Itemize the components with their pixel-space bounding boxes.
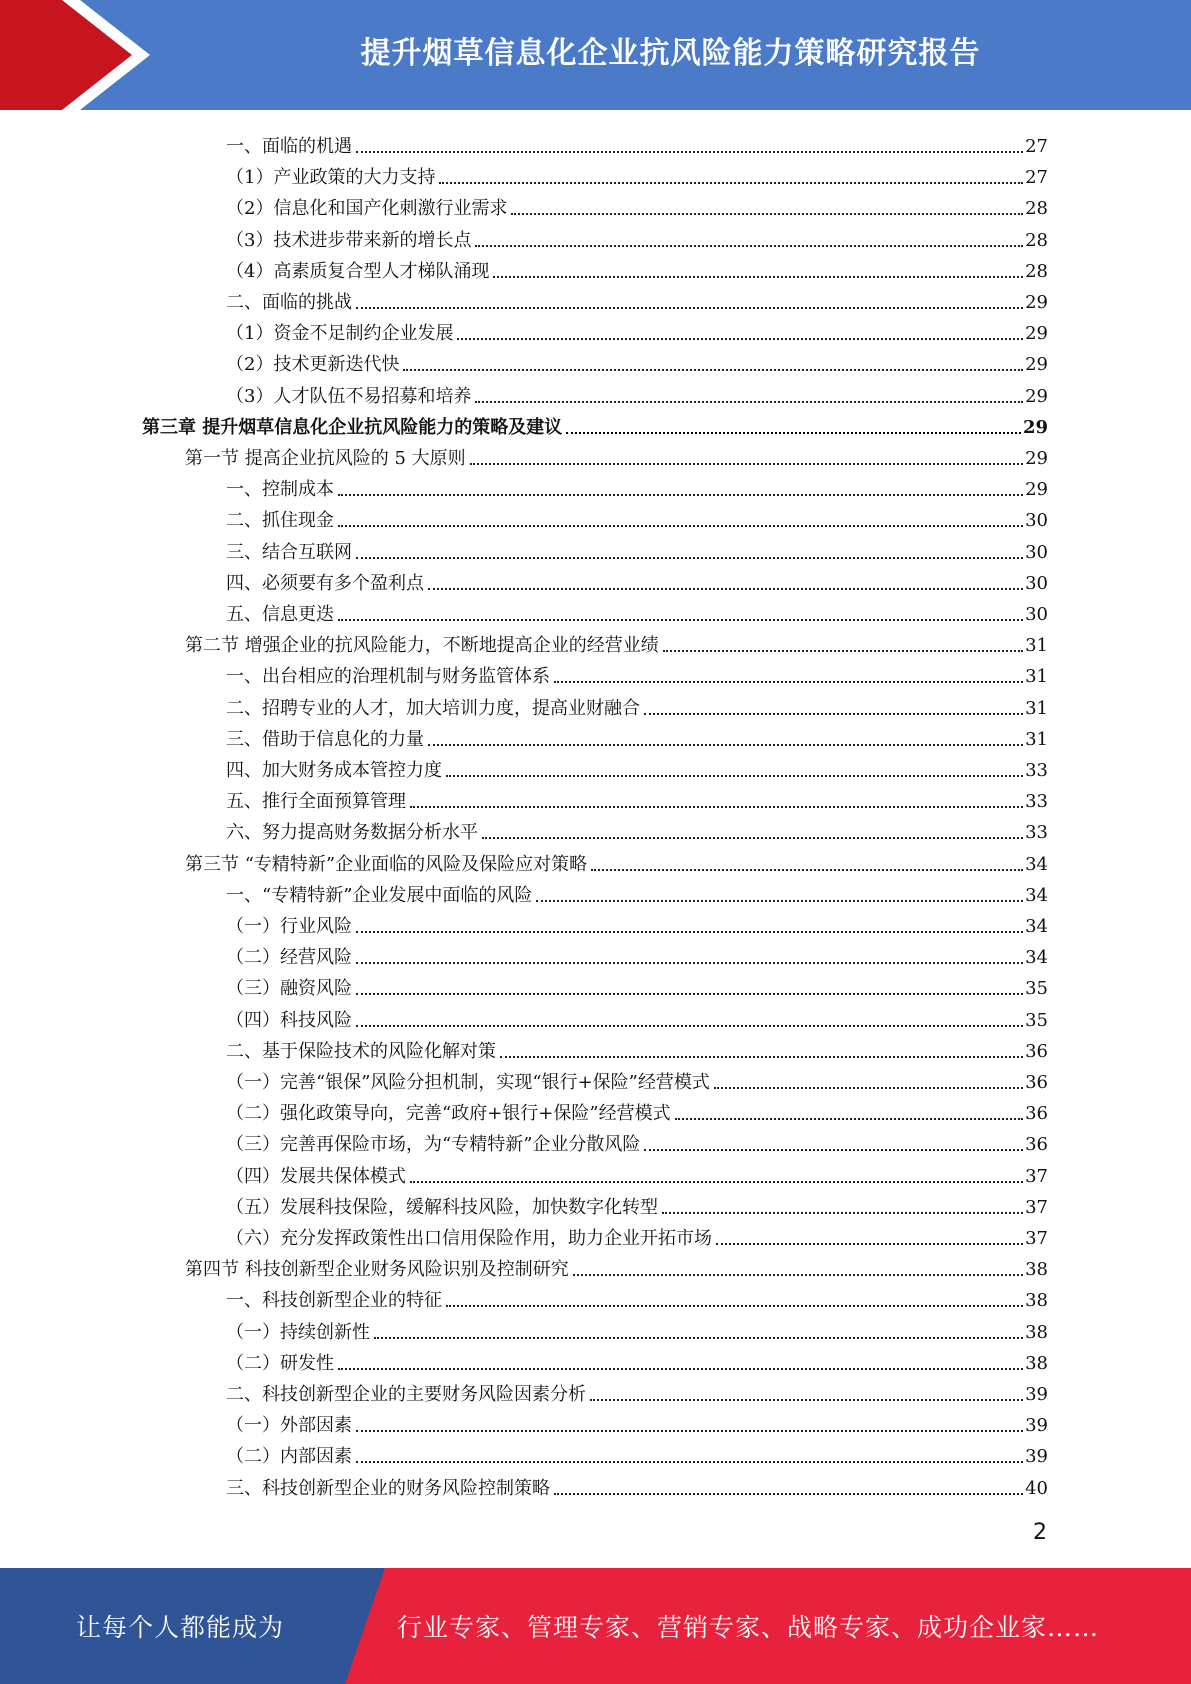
- toc-entry[interactable]: [226, 970, 1048, 1001]
- toc-dot-leader: [374, 1337, 1023, 1339]
- toc-entry-page: 39: [1025, 1415, 1048, 1437]
- toc-entry[interactable]: [226, 1189, 1048, 1220]
- toc-entry[interactable]: [226, 690, 1048, 721]
- toc-entry[interactable]: [185, 846, 1048, 877]
- toc-entry-page: 28: [1025, 229, 1048, 251]
- toc-dot-leader: [356, 557, 1023, 559]
- toc-entry[interactable]: [226, 1002, 1048, 1033]
- toc-entry-page: 31: [1025, 666, 1048, 688]
- toc-entry-label: 二、科技创新型企业的主要财务风险因素分析: [226, 1384, 586, 1405]
- toc-dot-leader: [554, 681, 1023, 683]
- toc-entry[interactable]: [226, 721, 1048, 752]
- toc-dot-leader: [554, 1493, 1023, 1495]
- toc-entry[interactable]: [226, 752, 1048, 783]
- toc-entry[interactable]: [226, 814, 1048, 845]
- toc-entry-label: （2）信息化和国产化刺激行业需求: [226, 198, 508, 220]
- toc-entry-page: 31: [1025, 635, 1048, 657]
- toc-entry-page: 37: [1025, 1196, 1048, 1218]
- toc-dot-leader: [356, 307, 1023, 309]
- toc-entry-page: 30: [1025, 604, 1048, 625]
- toc-dot-leader: [428, 588, 1023, 590]
- toc-entry[interactable]: [226, 1158, 1048, 1189]
- toc-dot-leader: [338, 525, 1023, 527]
- toc-entry-label: （三）完善再保险市场，为“专精特新”企业分散风险: [226, 1134, 641, 1156]
- toc-entry-label: （4）高素质复合型人才梯队涌现: [226, 260, 490, 282]
- toc-entry-page: 37: [1025, 1228, 1048, 1249]
- toc-entry-page: 30: [1025, 572, 1048, 594]
- toc-dot-leader: [338, 1368, 1023, 1370]
- toc-entry-page: 30: [1025, 541, 1048, 563]
- toc-entry-label: （1）产业政策的大力支持: [226, 167, 436, 189]
- toc-entry-page: 38: [1025, 1290, 1048, 1312]
- toc-entry[interactable]: [226, 128, 1048, 159]
- toc-dot-leader: [475, 245, 1023, 247]
- toc-entry-label: 四、加大财务成本管控力度: [226, 760, 442, 781]
- toc-entry[interactable]: [226, 1126, 1048, 1157]
- toc-entry-label: （3）人才队伍不易招募和培养: [226, 385, 472, 407]
- toc-dot-leader: [356, 993, 1023, 995]
- toc-dot-leader: [428, 744, 1023, 746]
- toc-entry-page: 37: [1025, 1165, 1048, 1187]
- toc-entry-page: 36: [1025, 1040, 1048, 1062]
- toc-dot-leader: [662, 1212, 1023, 1214]
- toc-dot-leader: [536, 900, 1023, 902]
- toc-entry-label: 三、科技创新型企业的财务风险控制策略: [226, 1477, 550, 1499]
- toc-entry[interactable]: [226, 222, 1048, 253]
- toc-entry[interactable]: [226, 1033, 1048, 1064]
- toc-dot-leader: [590, 1399, 1023, 1401]
- toc-entry[interactable]: [226, 253, 1048, 284]
- toc-entry-label: 三、借助于信息化的力量: [226, 728, 424, 750]
- toc-dot-leader: [446, 775, 1023, 777]
- toc-dot-leader: [482, 837, 1023, 839]
- toc-entry-label: 二、招聘专业的人才，加大培训力度，提高业财融合: [226, 697, 640, 719]
- toc-entry-page: 29: [1022, 416, 1048, 438]
- toc-entry-label: 一、“专精特新”企业发展中面临的风险: [226, 884, 533, 906]
- toc-entry-label: （1）资金不足制约企业发展: [226, 323, 454, 345]
- toc-dot-leader: [457, 338, 1023, 340]
- toc-dot-leader: [644, 713, 1023, 715]
- toc-entry-label: （三）融资风险: [226, 978, 352, 1000]
- toc-entry-page: 33: [1025, 791, 1048, 813]
- page-number: 2: [1033, 1520, 1047, 1545]
- toc-entry-page: 30: [1025, 510, 1048, 532]
- toc-entry[interactable]: [226, 783, 1048, 814]
- toc-entry-page: 35: [1025, 978, 1048, 1000]
- toc-entry[interactable]: [142, 409, 1048, 440]
- toc-dot-leader: [356, 1025, 1023, 1027]
- toc-entry-page: 33: [1025, 822, 1048, 844]
- toc-entry[interactable]: [226, 908, 1048, 939]
- toc-entry-page: 34: [1025, 916, 1048, 937]
- toc-entry-page: 38: [1025, 1352, 1048, 1374]
- toc-entry[interactable]: [226, 534, 1048, 565]
- toc-entry-page: 35: [1025, 1009, 1048, 1031]
- toc-entry[interactable]: [226, 1064, 1048, 1095]
- toc-entry[interactable]: [226, 658, 1048, 689]
- toc-entry[interactable]: [185, 1251, 1048, 1282]
- toc-entry[interactable]: [226, 471, 1048, 502]
- toc-entry[interactable]: [226, 596, 1048, 627]
- toc-entry[interactable]: [226, 502, 1048, 533]
- toc-entry[interactable]: [226, 1220, 1048, 1251]
- toc-entry-label: （二）研发性: [226, 1352, 334, 1374]
- toc-entry-label: （2）技术更新迭代快: [226, 354, 400, 376]
- toc-dot-leader: [410, 806, 1023, 808]
- toc-entry-label: 五、信息更迭: [226, 604, 334, 625]
- toc-entry[interactable]: [226, 939, 1048, 970]
- toc-dot-leader: [500, 1056, 1023, 1058]
- toc-dot-leader: [356, 931, 1023, 933]
- toc-entry-label: 二、抓住现金: [226, 510, 334, 532]
- toc-entry-page: 36: [1025, 1103, 1048, 1125]
- toc-entry-label: （四）科技风险: [226, 1009, 352, 1031]
- toc-dot-leader: [403, 369, 1023, 371]
- page-header: [0, 0, 1191, 110]
- toc-dot-leader: [675, 1118, 1024, 1120]
- toc-entry-page: 27: [1025, 136, 1048, 157]
- toc-entry-page: 28: [1025, 198, 1048, 220]
- toc-entry-page: 39: [1025, 1384, 1048, 1405]
- toc-entry-page: 34: [1025, 853, 1048, 875]
- toc-dot-leader: [566, 432, 1021, 434]
- toc-entry[interactable]: [226, 159, 1048, 190]
- toc-entry-label: （二）经营风险: [226, 947, 352, 969]
- toc-dot-leader: [714, 1087, 1023, 1089]
- toc-entry-label: 五、推行全面预算管理: [226, 791, 406, 813]
- toc-entry[interactable]: [226, 1345, 1048, 1376]
- toc-entry-label: （一）持续创新性: [226, 1321, 370, 1343]
- toc-entry-label: （一）完善“银保”风险分担机制，实现“银行+保险”经营模式: [226, 1072, 710, 1093]
- toc-entry-label: （六）充分发挥政策性出口信用保险作用，助力企业开拓市场: [226, 1228, 712, 1249]
- toc-entry-label: 三、结合互联网: [226, 541, 352, 563]
- toc-entry[interactable]: [226, 1095, 1048, 1126]
- toc-entry-page: 29: [1025, 323, 1048, 345]
- toc-entry[interactable]: [226, 378, 1048, 409]
- toc-dot-leader: [475, 401, 1023, 403]
- toc-dot-leader: [356, 962, 1023, 964]
- toc-entry-label: 第三章 提升烟草信息化企业抗风险能力的策略及建议: [142, 416, 563, 438]
- toc-dot-leader: [356, 1461, 1023, 1463]
- toc-entry-page: 31: [1025, 697, 1048, 719]
- toc-entry-page: 33: [1025, 760, 1048, 781]
- footer-slogan-right: 行业专家、管理专家、营销专家、战略专家、成功企业家……: [397, 1613, 1100, 1642]
- toc-dot-leader: [410, 1181, 1023, 1183]
- footer-slogan-left: 让每个人都能成为: [75, 1613, 284, 1642]
- toc-entry-label: 一、面临的机遇: [226, 136, 352, 157]
- toc-entry-label: 第一节 提高企业抗风险的 5 大原则: [185, 448, 466, 469]
- toc-dot-leader: [716, 1243, 1023, 1245]
- toc-entry-label: 一、控制成本: [226, 479, 334, 501]
- toc-entry[interactable]: [226, 346, 1048, 377]
- toc-entry-label: （二）内部因素: [226, 1446, 352, 1468]
- toc-entry-page: 36: [1025, 1134, 1048, 1156]
- toc-entry[interactable]: [226, 1438, 1048, 1469]
- toc-dot-leader: [591, 869, 1023, 871]
- toc-entry-page: 31: [1025, 728, 1048, 750]
- toc-entry-page: 28: [1025, 260, 1048, 282]
- toc-entry[interactable]: [226, 1407, 1048, 1438]
- toc-dot-leader: [446, 1305, 1023, 1307]
- toc-entry[interactable]: [226, 1470, 1048, 1501]
- report-title: 提升烟草信息化企业抗风险能力策略研究报告: [360, 36, 981, 71]
- toc-entry-page: 29: [1025, 354, 1048, 376]
- toc-entry-label: （3）技术进步带来新的增长点: [226, 229, 472, 251]
- toc-entry-label: （五）发展科技保险，缓解科技风险，加快数字化转型: [226, 1196, 658, 1218]
- toc-entry-label: 二、面临的挑战: [226, 292, 352, 313]
- toc-entry-page: 34: [1025, 947, 1048, 969]
- toc-entry-page: 34: [1025, 884, 1048, 906]
- toc-entry-label: 第四节 科技创新型企业财务风险识别及控制研究: [185, 1259, 569, 1281]
- toc-dot-leader: [356, 1430, 1023, 1432]
- toc-entry[interactable]: [226, 315, 1048, 346]
- toc-dot-leader: [356, 151, 1023, 153]
- toc-entry-label: 第三节 “专精特新”企业面临的风险及保险应对策略: [185, 853, 588, 875]
- toc-dot-leader: [439, 182, 1023, 184]
- toc-dot-leader: [493, 276, 1023, 278]
- toc-entry-label: （二）强化政策导向，完善“政府+银行+保险”经营模式: [226, 1103, 671, 1125]
- toc-entry-page: 29: [1025, 479, 1048, 501]
- toc-entry-page: 36: [1025, 1072, 1048, 1093]
- toc-entry[interactable]: [185, 440, 1048, 471]
- toc-entry-label: 四、必须要有多个盈利点: [226, 572, 424, 594]
- page-footer: [0, 1568, 1191, 1684]
- toc-entry-page: 39: [1025, 1446, 1048, 1468]
- toc-dot-leader: [511, 213, 1023, 215]
- toc-entry-page: 38: [1025, 1259, 1048, 1281]
- toc-dot-leader: [470, 463, 1023, 465]
- toc-dot-leader: [644, 1149, 1023, 1151]
- toc-entry-page: 27: [1025, 167, 1048, 189]
- toc-entry-label: （一）行业风险: [226, 916, 352, 937]
- toc-entry-label: （一）外部因素: [226, 1415, 352, 1437]
- toc-entry-page: 29: [1025, 385, 1048, 407]
- toc-entry-label: 第二节 增强企业的抗风险能力，不断地提高企业的经营业绩: [185, 635, 659, 657]
- toc-dot-leader: [338, 494, 1023, 496]
- toc-dot-leader: [338, 619, 1023, 621]
- toc-entry[interactable]: [226, 1314, 1048, 1345]
- toc-entry-page: 40: [1025, 1477, 1048, 1499]
- toc-entry[interactable]: [226, 565, 1048, 596]
- toc-entry[interactable]: [185, 627, 1048, 658]
- toc-entry[interactable]: [226, 1282, 1048, 1313]
- toc-entry[interactable]: [226, 284, 1048, 315]
- toc-entry-label: （四）发展共保体模式: [226, 1165, 406, 1187]
- toc-entry-label: 一、出台相应的治理机制与财务监管体系: [226, 666, 550, 688]
- toc-entry[interactable]: [226, 1376, 1048, 1407]
- toc-dot-leader: [573, 1274, 1023, 1276]
- toc-entry-page: 38: [1025, 1321, 1048, 1343]
- toc-dot-leader: [663, 650, 1023, 652]
- toc-entry-page: 29: [1025, 292, 1048, 313]
- toc-entry[interactable]: [226, 190, 1048, 221]
- toc-entry-label: 一、科技创新型企业的特征: [226, 1290, 442, 1312]
- toc-entry-page: 29: [1025, 448, 1048, 469]
- toc-entry-label: 六、努力提高财务数据分析水平: [226, 822, 478, 844]
- toc-entry[interactable]: [226, 877, 1048, 908]
- toc-entry-label: 二、基于保险技术的风险化解对策: [226, 1040, 496, 1062]
